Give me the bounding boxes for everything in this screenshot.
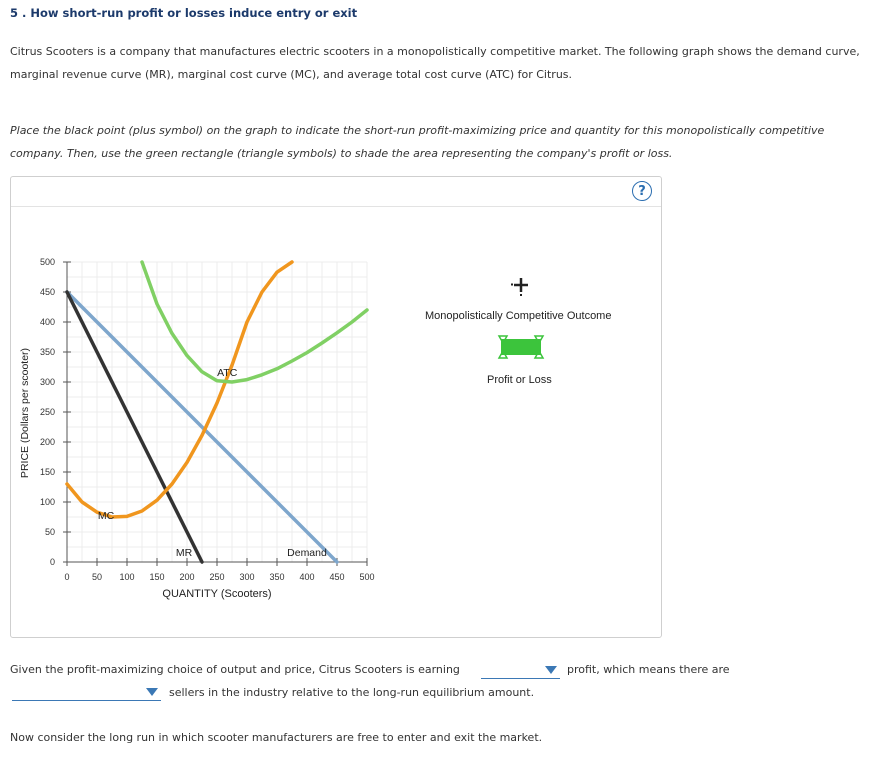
profit-rectangle-tool[interactable]	[499, 336, 543, 358]
y-axis-label: PRICE (Dollars per scooter)	[19, 347, 31, 479]
y-tick-label: 0	[49, 557, 55, 567]
x-tick-label: 150	[149, 572, 165, 582]
curve-mc	[67, 262, 292, 517]
sellers-count-dropdown[interactable]	[12, 685, 161, 701]
cost-curves-chart[interactable]	[11, 177, 661, 637]
x-tick-label: 50	[91, 572, 103, 582]
y-tick-label: 400	[39, 317, 55, 327]
x-tick-label: 400	[299, 572, 315, 582]
answer-line1-prefix: Given the profit-maximizing choice of output and price, Citrus Scooters is earning	[10, 663, 460, 676]
long-run-text: Now consider the long run in which scooter manufacturers are free to enter and exit the market.	[10, 731, 543, 744]
y-tick-label: 500	[39, 257, 55, 267]
legend-point-label: Monopolistically Competitive Outcome	[425, 310, 612, 322]
curve-label-demand: Demand	[287, 547, 327, 559]
curve-label-mc: MC	[97, 509, 115, 522]
y-tick-label: 100	[39, 497, 55, 507]
help-icon[interactable]: ?	[632, 181, 652, 201]
y-tick-label: 200	[39, 437, 55, 447]
y-tick-label: 250	[39, 407, 55, 417]
answer-line1-suffix: profit, which means there are	[567, 663, 730, 676]
question-instructions: Place the black point (plus symbol) on the graph to indicate the short-run profit-maximizing price and quantity for this monopolistically competitive company. Then, use the green rectangle (triangle symbols) to shade the area representing the company's profit or loss.	[10, 124, 825, 160]
x-tick-label: 250	[209, 572, 225, 582]
curve-label-atc: ATC	[217, 367, 238, 379]
answer-line2-suffix: sellers in the industry relative to the long-run equilibrium amount.	[169, 686, 535, 699]
question-intro: Citrus Scooters is a company that manufactures electric scooters in a monopolistically competitive market. The following graph shows the demand curve, marginal revenue curve (MR), marginal cost curve (MC), and average total cost curve (ATC) for Citrus.	[10, 45, 860, 81]
green-rectangle-icon	[501, 339, 541, 355]
x-tick-label: 450	[329, 572, 345, 582]
chart-curve-labels	[98, 367, 327, 559]
profit-type-dropdown[interactable]	[481, 663, 560, 679]
question-title: 5 . How short-run profit or losses induce entry or exit	[10, 6, 358, 20]
x-tick-label: 350	[269, 572, 285, 582]
chevron-down-icon	[545, 666, 557, 674]
chart-ticks	[40, 257, 375, 582]
y-tick-label: 450	[39, 287, 55, 297]
x-tick-label: 500	[359, 572, 375, 582]
x-tick-label: 0	[64, 572, 70, 582]
y-tick-label: 300	[39, 377, 55, 387]
outcome-point-tool[interactable]	[511, 278, 528, 296]
curve-label-mr: MR	[175, 547, 193, 559]
y-tick-label: 50	[44, 527, 55, 537]
x-tick-label: 300	[239, 572, 255, 582]
answer-line-1	[10, 663, 460, 676]
x-tick-label: 200	[179, 572, 195, 582]
x-axis-label: QUANTITY (Scooters)	[162, 588, 272, 600]
y-tick-label: 350	[39, 347, 55, 357]
legend-rect-label: Profit or Loss	[487, 374, 552, 386]
graph-panel	[10, 176, 662, 638]
x-tick-label: 100	[119, 572, 135, 582]
chevron-down-icon	[146, 688, 158, 696]
y-tick-label: 150	[39, 467, 55, 477]
